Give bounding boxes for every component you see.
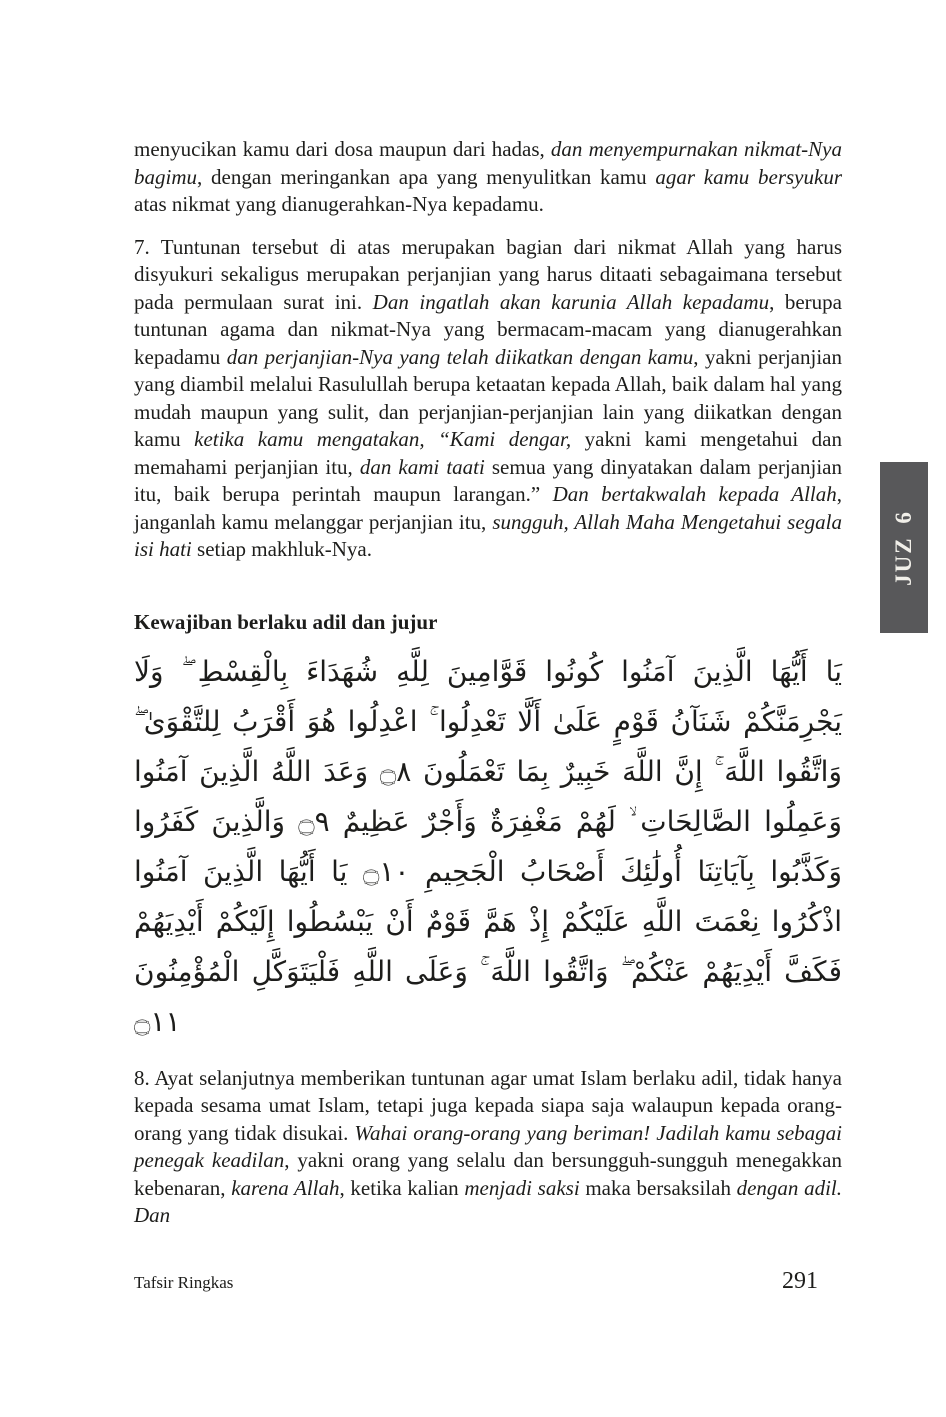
juz-tab bbox=[880, 462, 928, 633]
content-column bbox=[134, 136, 842, 1230]
paragraph-8: 8. Ayat selanjutnya memberikan tuntunan agar umat Islam berlaku adil, tidak hanya kepada sesama umat Islam, tetapi juga kepada siapa saja walaupun kepada orang-orang yang tidak disukai. Wahai orang-orang yang beriman! Jadilah kamu sebagai penegak keadilan, yakni orang yang selalu dan bersungguh-sungguh menegakkan kebenaran, karena Allah, ketika kalian menjadi saksi maka bersaksilah dengan adil. Dan bbox=[134, 1065, 843, 1227]
footer-page-number: 291 bbox=[782, 1268, 818, 1294]
paragraph-intro: menyucikan kamu dari dosa maupun dari hadas, dan menyempurnakan nikmat-Nya bagimu, dengan meringankan apa yang menyulitkan kamu agar kamu bersyukur atas nikmat yang dianugerahkan-Nya kepadamu. bbox=[134, 137, 843, 216]
quran-verse-arabic: يَا أَيُّهَا الَّذِينَ آمَنُوا كُونُوا قَوَّامِينَ لِلَّهِ شُهَدَاءَ بِالْقِسْطِ ۖ وَلَا يَجْرِمَنَّكُمْ شَنَآنُ قَوْمٍ عَلَىٰ أَلَّا تَعْدِلُوا ۚ اعْدِلُوا هُوَ أَقْرَبُ لِلتَّقْوَىٰ ۖ وَاتَّقُوا اللَّهَ ۚ إِنَّ اللَّهَ خَبِيرٌ بِمَا تَعْمَلُونَ ۝٨ وَعَدَ اللَّهُ الَّذِينَ آمَنُوا وَعَمِلُوا الصَّالِحَاتِ ۙ لَهُمْ مَغْفِرَةٌ وَأَجْرٌ عَظِيمٌ ۝٩ وَالَّذِينَ كَفَرُوا وَكَذَّبُوا بِآيَاتِنَا أُولَٰئِكَ أَصْحَابُ الْجَحِيمِ ۝١٠ يَا أَيُّهَا الَّذِينَ آمَنُوا اذْكُرُوا نِعْمَتَ اللَّهِ عَلَيْكُمْ إِذْ هَمَّ قَوْمٌ أَنْ يَبْسُطُوا إِلَيْكُمْ أَيْدِيَهُمْ فَكَفَّ أَيْدِيَهُمْ عَنْكُمْ ۖ وَاتَّقُوا اللَّهَ ۚ وَعَلَى اللَّهِ فَلْيَتَوَكَّلِ الْمُؤْمِنُونَ ۝١١ bbox=[134, 654, 842, 1038]
footer-book-title: Tafsir Ringkas bbox=[134, 1273, 234, 1292]
juz-tab-label: JUZ 6 bbox=[891, 509, 917, 586]
paragraph-7: 7. Tuntunan tersebut di atas merupakan bagian dari nikmat Allah yang harus disyukuri sekaligus merupakan perjanjian yang harus ditaati sebagaimana tersebut pada permulaan surat ini. Dan ingatlah akan karunia Allah kepadamu, berupa tuntunan agama dan nikmat-Nya yang bermacam-macam yang dianugerahkan kepadamu dan perjanjian-Nya yang telah diikatkan dengan kamu, yakni perjanjian yang diambil melalui Rasulullah berupa ketaatan kepada Allah, baik dalam hal yang mudah maupun yang sulit, dan perjanjian-perjanjian lain yang diikatkan dengan kamu ketika kamu mengatakan, “Kami dengar, yakni kami mengetahui dan memahami perjanjian itu, dan kami taati semua yang dinyatakan dalam perjanjian itu, baik berupa perintah maupun larangan.” Dan bertakwalah kepada Allah, janganlah kamu melanggar perjanjian itu, sungguh, Allah Maha Mengetahui segala isi hati setiap makhluk-Nya. bbox=[134, 234, 843, 561]
section-heading: Kewajiban berlaku adil dan jujur bbox=[134, 609, 438, 634]
page-footer bbox=[134, 1268, 842, 1295]
